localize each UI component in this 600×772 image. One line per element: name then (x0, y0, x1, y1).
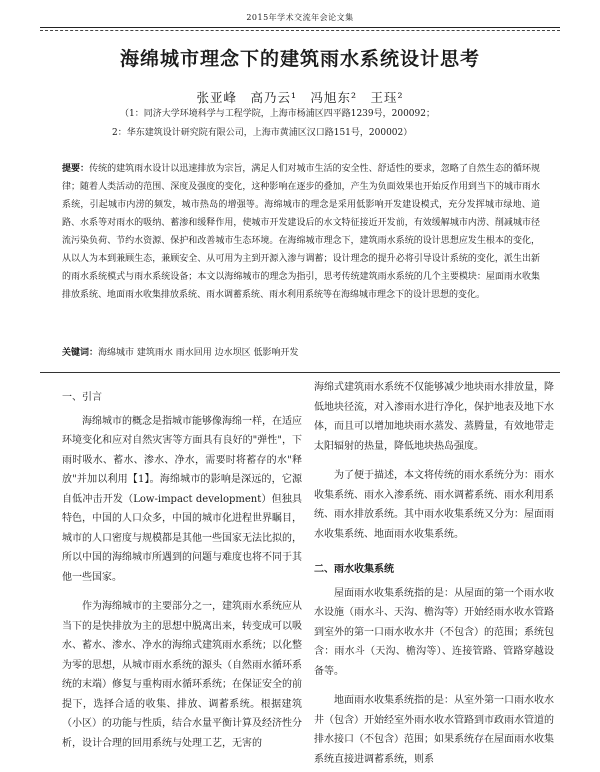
affiliation-1: （1：同济大学环境科学与工程学院，上海市杨浦区四平路1239号，200092； (120, 109, 435, 119)
paragraph-gap (314, 456, 554, 466)
abstract-label: 提要： (62, 164, 90, 174)
paragraph: 海绵式建筑雨水系统不仅能够减少地块雨水排放量，降低地块径流，对入渗雨水进行净化，保护地表及地下水体，而且可以增加地块雨水蒸发、蒸腾量，有效地带走太阳辐射的热量，降低地块热岛强度。 (314, 382, 554, 452)
keywords-rule (40, 372, 560, 373)
keywords-label: 关键词： (62, 348, 99, 358)
paper-title: 海绵城市理念下的建筑雨水系统设计思考 (119, 48, 480, 70)
paragraph: 作为海绵城市的主要部分之一，建筑雨水系统应从当下的是快排放为主的思想中脱离出来，转变成可以吸水、蓄水、渗水、净水的海绵式建筑雨水系统；以化整为零的思想，从城市雨水系统的源头（自然雨水循环系统的末端）修复与重构雨水循环系统；在保证安全的前提下，选择合适的收集、排放、调蓄系统。根据建筑（小区）的功能与性质，结合水量平衡计算及经济性分析，设计合理的回用系统与处理工艺，无害的 (62, 601, 302, 749)
header-rule (40, 27, 560, 28)
section-heading-intro: 一、引言 (62, 392, 102, 403)
left-column (62, 382, 302, 753)
abstract-text: 传统的建筑雨水设计以迅速排放为宗旨，满足人们对城市生活的安全性、舒适性的要求，忽略了自然生态的循环规律；随着人类活动的范围、深度及强度的变化，这种影响在逐步的叠加，产生为负面效果也开始反作用到当下的城市雨水系统，引起城市内涝的频发，城市热岛的增强等。海绵城市的理念是采用低影响开发建设模式，充分发挥城市绿地、道路、水系等对雨水的吸纳、蓄渗和缓释作用，使城市开发建设后的水文特征接近开发前，有效缓解城市内涝、削减城市径流污染负荷、节约水资源、保护和改善城市生态环境。在海绵城市理念下，建筑雨水系统的设计思想应发生根本的变化，从以人为本到兼顾生态，兼顾安全、从可用为主到开源入渗与调蓄；设计理念的提升必将引导设计系统的变化，派生出新的雨水系统模式与雨水系统设备；本文以海绵城市的理念为指引，思考传统建筑雨水系统的几个主要模块：屋面雨水收集排放系统、地面雨水收集排放系统、雨水调蓄系统、雨水利用系统等在海绵城市理念下的设计思想的变化。 (62, 164, 540, 300)
abstract (62, 160, 540, 304)
paragraph: 海绵城市的概念是指城市能够像海绵一样，在适应环境变化和应对自然灾害等方面具有良好的"弹性"，下雨时吸水、蓄水、渗水、净水，需要时将蓄存的水"释放"并加以利用【1】。海绵城市的影响是深远的，它源自低冲击开发（Low-impact development）但独具特色，中国的人口众多，中国的城市化进程世界瞩目，城市的人口密度与规模都是其他一些国家无法比拟的，所以中国的海绵城市所遇到的问题与难度也将不同于其他一些国家。 (62, 415, 302, 583)
paragraph-gap (314, 681, 554, 691)
keywords-text: 海绵城市 建筑雨水 雨水回用 边水坝区 低影响开发 (98, 348, 299, 358)
paragraph-gap (62, 587, 302, 597)
keywords (62, 346, 540, 360)
author-list: 张亚峰 高乃云¹ 冯旭东² 王珏² (196, 90, 404, 105)
right-column (314, 378, 554, 769)
paragraph: 为了便于描述，本文将传统的雨水系统分为：雨水收集系统、雨水入渗系统、雨水调蓄系统、雨水利用系统、雨水排放系统。其中雨水收集系统又分为：屋面雨水收集系统、地面雨水收集系统。 (314, 470, 554, 540)
paragraph: 地面雨水收集系统指的是：从室外第一口雨水收水井（包含）开始经室外雨水收水管路到市政雨水管道的排水接口（不包含）范围；如果系统存在屋面雨水收集系统直接进调蓄系统，则系 (314, 695, 554, 765)
paragraph-gap (314, 544, 554, 554)
paragraph: 屋面雨水收集系统指的是：从屋面的第一个雨水收水设施（雨水斗、天沟、檐沟等）开始经雨水收水管路到室外的第一口雨水收水井（不包含）的范围；系统包含：雨水斗（天沟、檐沟等）、连接管路、管路穿越设备等。 (314, 587, 554, 677)
section-heading-rain-collection: 二、雨水收集系统 (314, 564, 394, 575)
running-head: 2015年学术交流年会论文集 (246, 13, 354, 22)
affiliation-2: 2：华东建筑设计研究院有限公司，上海市黄浦区汉口路151号，200002） (112, 128, 413, 138)
